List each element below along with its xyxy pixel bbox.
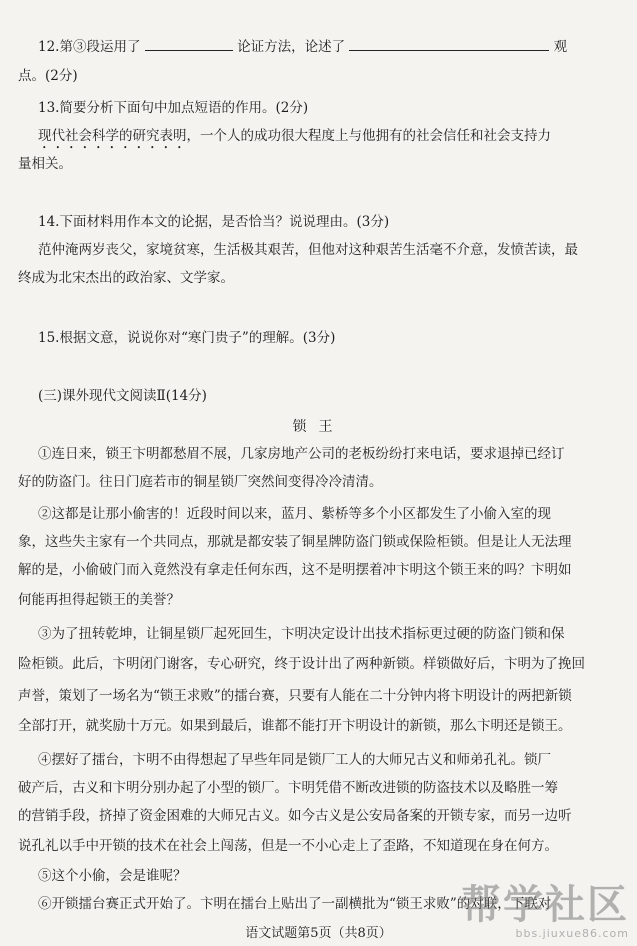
- question-12: [38, 36, 619, 57]
- para-2-line-3: 解的是，小偷破门而入竟然没有拿走任何东西，这不是明摆着冲卞明这个锁王来的吗？卞明如: [18, 562, 572, 578]
- section-heading: (三)课外现代文阅读Ⅱ(14分): [38, 388, 207, 404]
- q14-material-line-1: 范仲淹两岁丧父，家境贫寒，生活极其艰苦，但他对这种艰苦生活毫不介意，发愤苦读，最: [38, 242, 578, 258]
- q12-blank-method[interactable]: [145, 36, 233, 51]
- q14-material-line-2: 终成为北宋杰出的政治家、文学家。: [18, 270, 234, 286]
- q13-quote-rest: 一个人的成功很大程度上与他拥有的社会信任和社会支持力: [200, 128, 551, 144]
- para-1-line-2: 好的防盗门。往日门庭若市的铜星锁厂突然间变得冷冷清清。: [18, 474, 383, 490]
- para-2-line-4: 何能再担得起锁王的美誉？: [18, 592, 180, 608]
- q12-prefix: 12.第③段运用了: [38, 39, 141, 55]
- question-14: 14.下面材料用作本文的论据，是否恰当？说说理由。(3分): [38, 214, 390, 230]
- q12-continuation: 点。(2分): [18, 68, 78, 84]
- para-4-line-2: 破产后，古义和卞明分别办起了小型的锁厂。卞明凭借不断改进锁的防盗技术以及略胜一筹: [18, 780, 558, 796]
- para-2-line-1: ②这都是让那小偷害的！近段时间以来，蓝月、紫桥等多个小区都发生了小偷入室的现: [38, 506, 551, 522]
- q13-dotted-phrase: 现代社会科学的研究表明，: [38, 128, 200, 144]
- para-6-line-1: ⑥开锁擂台赛正式开始了。卞明在擂台上贴出了一副横批为“锁王求败”的对联，下联对: [38, 896, 552, 912]
- para-4-line-1: ④摆好了擂台，卞明不由得想起了早些年同是锁厂工人的大师兄古义和师弟孔礼。锁厂: [38, 752, 551, 768]
- q13-quote-line-1: [38, 126, 619, 152]
- watermark: [461, 883, 629, 940]
- para-1-line-1: ①连日来，锁王卞明都愁眉不展，几家房地产公司的老板纷纷打来电话，要求退掉已经订: [38, 446, 565, 462]
- q13-quote-line-2: 量相关。: [18, 156, 72, 172]
- watermark-url: bbs.jiuxue86.com: [515, 927, 629, 940]
- watermark-logo: 帮学社区: [461, 882, 629, 928]
- para-3-line-3: 声誉，策划了一场名为“锁王求败”的擂台赛，只要有人能在二十分钟内将卞明设计的两把新锁: [18, 688, 572, 704]
- para-3-line-4: 全部打开，就奖励十万元。如果到最后，谁都不能打开卞明设计的新锁，那么卞明还是锁王。: [18, 718, 572, 734]
- para-3-line-1: ③为了扭转乾坤，让铜星锁厂起死回生，卞明决定设计出技术指标更过硬的防盗门锁和保: [38, 626, 565, 642]
- q12-suffix: 观: [553, 39, 568, 55]
- article-title: 锁王: [292, 419, 345, 435]
- para-3-line-2: 险柜锁。此后，卞明闭门谢客，专心研究，终于设计出了两种新锁。样锁做好后，卞明为了挽回: [18, 656, 585, 672]
- q12-blank-point[interactable]: [349, 36, 549, 51]
- para-4-line-4: 说孔礼以手中开锁的技术在社会上闯荡，但是一不小心走上了歪路，不知道现在身在何方。: [18, 838, 558, 854]
- question-15: 15.根据文意，说说你对“寒门贵子”的理解。(3分): [38, 330, 336, 346]
- q12-middle: 论证方法，论述了: [237, 39, 346, 55]
- page-footer: 语文试题第5页（共8页）: [245, 926, 392, 941]
- question-13: 13.简要分析下面句中加点短语的作用。(2分): [38, 100, 309, 116]
- para-2-line-2: 象，这些失主家有一个共同点，那就是都安装了铜星牌防盗门锁或保险柜锁。但是让人无法理: [18, 534, 572, 550]
- para-5-line-1: ⑤这个小偷，会是谁呢？: [38, 868, 187, 884]
- para-4-line-3: 的营销手段，挤掉了资金困难的大师兄古义。如今古义是公安局备案的开锁专家，而另一边听: [18, 808, 572, 824]
